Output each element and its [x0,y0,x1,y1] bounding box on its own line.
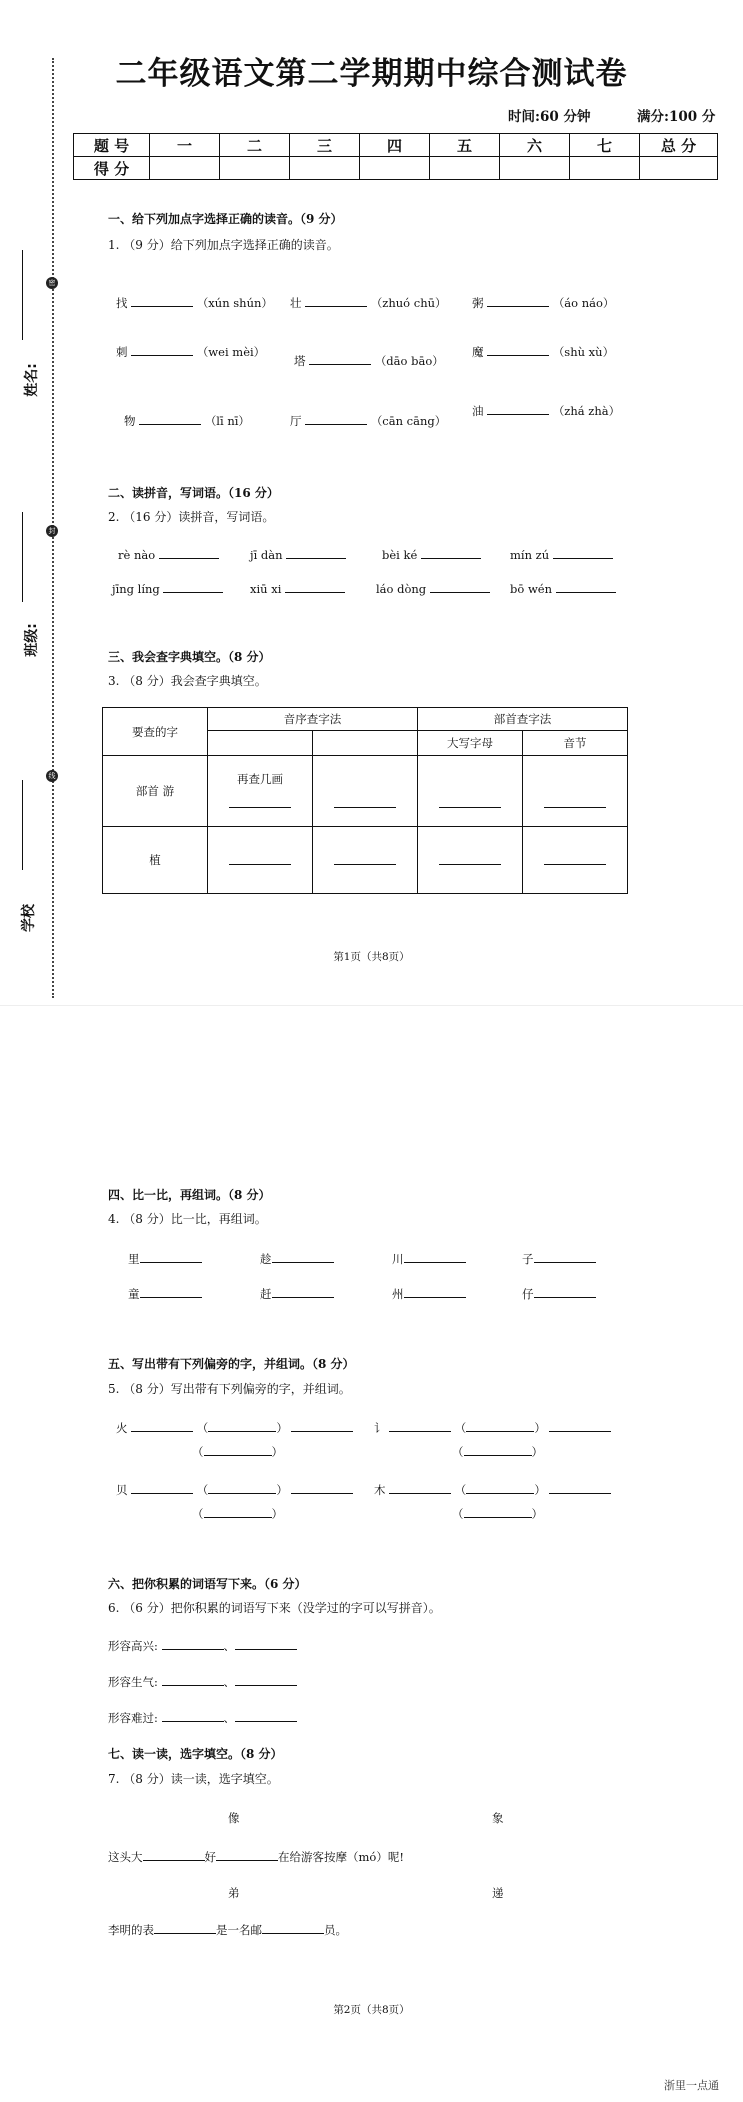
dictionary-table [102,707,628,894]
pinyin-item [116,343,265,360]
answer-blank[interactable] [235,1637,297,1650]
dict-sub-cell [208,731,313,756]
dict-answer-cell[interactable] [208,756,313,827]
compare-char: 里 [128,1252,140,1266]
score-header-cell: 五 [430,134,500,157]
answer-blank[interactable] [143,1848,205,1861]
answer-blank[interactable] [544,852,606,865]
answer-blank[interactable] [549,1481,611,1494]
dict-row-label: 植 [103,827,208,894]
word-label: 形容难过: [108,1711,158,1725]
word-label: 形容高兴: [108,1639,158,1653]
answer-blank[interactable] [556,580,616,593]
answer-blank[interactable] [140,1285,202,1298]
radical-row: 讠 （ ） [374,1419,611,1436]
compare-item [260,1250,334,1267]
answer-blank[interactable] [131,294,193,307]
dict-note: 再查几画 [237,772,283,786]
score-header-cell: 六 [500,134,570,157]
radical-char: 贝 [116,1483,128,1497]
sentence-part: 员。 [324,1923,347,1937]
answer-blank[interactable] [286,546,346,559]
question-5: 5. （8 分）写出带有下列偏旁的字，并组词。 [108,1382,351,1396]
item-char: 粥 [472,296,484,310]
pinyin-text: bèi ké [382,548,418,562]
score-header-cell: 三 [290,134,360,157]
pinyin-item [472,343,614,360]
score-header-cell: 一 [150,134,220,157]
compare-item [522,1250,596,1267]
answer-blank[interactable] [204,1443,272,1456]
question-1: 1. （9 分）给下列加点字选择正确的读音。 [108,238,339,252]
dict-answer-cell[interactable] [418,827,523,894]
class-line[interactable] [22,512,23,602]
sentence-part: 李明的表 [108,1923,154,1937]
item-options: （xún shún） [196,296,273,310]
pinyin-text: rè nào [118,548,156,562]
answer-blank[interactable] [235,1709,297,1722]
item-options: （zhá zhà） [552,404,621,418]
name-label: 姓名: [23,363,40,397]
school-label: 学校 [21,904,37,932]
score-header-cell: 题 号 [74,134,150,157]
answer-blank[interactable] [421,546,481,559]
answer-blank[interactable] [229,852,291,865]
radical-row-extra: （ ） [452,1507,543,1521]
word-row: 形容高兴: 、 [108,1637,297,1654]
score-cell[interactable] [570,157,640,180]
answer-blank[interactable] [553,546,613,559]
answer-blank[interactable] [404,1285,466,1298]
score-cell[interactable] [150,157,220,180]
score-header-cell: 七 [570,134,640,157]
radical-char: 木 [374,1483,386,1497]
dict-col-header: 要查的字 [103,708,208,756]
sentence-part: 在给游客按摩（mó）呢! [278,1850,404,1864]
pinyin-word [118,546,219,562]
name-line[interactable] [22,250,23,340]
pinyin-word [112,580,223,596]
answer-blank[interactable] [334,795,396,808]
sentence-part: 是一名邮 [216,1923,262,1937]
answer-blank[interactable] [216,1848,278,1861]
answer-blank[interactable] [162,1709,224,1722]
page-separator [0,1005,743,1006]
choice-char: 像 [228,1811,240,1825]
score-row-label: 得 分 [74,157,150,180]
choice-char: 递 [492,1886,504,1900]
compare-char: 赶 [260,1287,272,1301]
dict-group-header: 部首查字法 [418,708,628,731]
page-2 [0,1015,743,2102]
compare-item [260,1285,334,1302]
full-score-label: 满分:100 分 [637,109,716,125]
item-options: （wei mèi） [196,345,266,359]
pinyin-item [294,352,444,369]
answer-blank[interactable] [439,795,501,808]
word-row: 形容难过: 、 [108,1709,297,1726]
fold-dot-3: 线 [46,770,58,782]
choice-char: 弟 [228,1886,240,1900]
radical-row: 火 （ ） [116,1419,353,1436]
answer-blank[interactable] [208,1481,276,1494]
pinyin-text: mín zú [510,548,550,562]
pinyin-item [290,412,446,429]
dict-answer-cell[interactable] [523,827,628,894]
dict-answer-cell[interactable] [523,756,628,827]
pinyin-word [382,546,481,562]
answer-blank[interactable] [131,1419,193,1432]
answer-blank[interactable] [549,1419,611,1432]
answer-blank[interactable] [154,1921,216,1934]
score-cell[interactable] [500,157,570,180]
item-char: 塔 [294,354,306,368]
answer-blank[interactable] [309,352,371,365]
item-options: （lī nī） [204,414,250,428]
compare-item [128,1285,202,1302]
answer-blank[interactable] [272,1250,334,1263]
item-options: （dāo bāo） [374,354,444,368]
answer-blank[interactable] [404,1250,466,1263]
word-row: 形容生气: 、 [108,1673,297,1690]
answer-blank[interactable] [389,1419,451,1432]
answer-blank[interactable] [285,580,345,593]
pinyin-word [376,580,490,596]
sentence-part: 好 [204,1850,216,1864]
section-1-heading: 一、给下列加点字选择正确的读音。（9 分） [108,212,343,226]
item-options: （shù xù） [552,345,615,359]
answer-blank[interactable] [291,1481,353,1494]
radical-char: 火 [116,1421,128,1435]
answer-blank[interactable] [464,1505,532,1518]
compare-char: 子 [522,1252,534,1266]
pinyin-text: jīng líng [112,582,160,596]
score-cell[interactable] [360,157,430,180]
pinyin-text: jī dàn [250,548,283,562]
answer-blank[interactable] [291,1419,353,1432]
dict-group-header: 音序查字法 [208,708,418,731]
pinyin-word [510,546,613,562]
answer-blank[interactable] [163,580,223,593]
page-number-2: 第2页（共8页） [333,2004,410,2016]
pinyin-item [472,402,620,419]
radical-row: 贝 （ ） [116,1481,353,1498]
answer-blank[interactable] [430,580,490,593]
answer-blank[interactable] [305,294,367,307]
answer-blank[interactable] [487,402,549,415]
score-cell[interactable] [290,157,360,180]
compare-char: 童 [128,1287,140,1301]
score-header-row [74,134,718,157]
answer-blank[interactable] [487,294,549,307]
pinyin-text: láo dòng [376,582,427,596]
page-1 [0,0,743,1005]
section-2-heading: 二、读拼音，写词语。（16 分） [108,486,279,500]
question-3: 3. （8 分）我会查字典填空。 [108,674,267,688]
compare-char: 仔 [522,1287,534,1301]
school-line[interactable] [22,780,23,870]
item-options: （zhuó chū） [370,296,447,310]
section-6-heading: 六、把你积累的词语写下来。（6 分） [108,1577,307,1591]
dict-answer-cell[interactable] [313,827,418,894]
score-header-cell: 四 [360,134,430,157]
pinyin-item [290,294,447,311]
word-label: 形容生气: [108,1675,158,1689]
dict-answer-cell[interactable] [208,827,313,894]
score-value-row [74,157,718,180]
pinyin-item [124,412,250,429]
dict-answer-cell[interactable] [313,756,418,827]
answer-blank[interactable] [464,1443,532,1456]
radical-row-extra: （ ） [192,1507,283,1521]
radical-row-extra: （ ） [192,1445,283,1459]
item-options: （cān cāng） [370,414,447,428]
time-label: 时间:60 分钟 [508,109,591,125]
answer-blank[interactable] [534,1250,596,1263]
answer-blank[interactable] [334,852,396,865]
watermark-text: 浙里一点通 [664,2079,719,2092]
exam-title: 二年级语文第二学期期中综合测试卷 [115,56,628,92]
score-cell[interactable] [430,157,500,180]
choice-char: 象 [492,1811,504,1825]
pinyin-word [510,580,616,596]
score-cell[interactable] [640,157,718,180]
compare-item [128,1250,202,1267]
compare-char: 州 [392,1287,404,1301]
pinyin-item [472,294,614,311]
answer-blank[interactable] [389,1481,451,1494]
score-header-cell: 二 [220,134,290,157]
section-3-heading: 三、我会查字典填空。（8 分） [108,650,271,664]
item-char: 壮 [290,296,302,310]
dict-answer-cell[interactable] [418,756,523,827]
compare-item [392,1285,466,1302]
item-char: 物 [124,414,136,428]
answer-blank[interactable] [544,795,606,808]
pinyin-text: bō wén [510,582,552,596]
fold-dot-1: 密 [46,277,58,289]
compare-char: 川 [392,1252,404,1266]
dict-sub-header: 大写字母 [418,731,523,756]
answer-blank[interactable] [466,1419,534,1432]
question-6: 6. （6 分）把你积累的词语写下来（没学过的字可以写拼音）。 [108,1601,441,1615]
answer-blank[interactable] [262,1921,324,1934]
page-number-1: 第1页（共8页） [333,951,410,963]
score-table [73,133,718,180]
answer-blank[interactable] [140,1250,202,1263]
answer-blank[interactable] [487,343,549,356]
dict-row-label: 部首 游 [103,756,208,827]
answer-blank[interactable] [162,1637,224,1650]
section-7-heading: 七、读一读，选字填空。（8 分） [108,1747,283,1761]
answer-blank[interactable] [131,343,193,356]
pinyin-word [250,546,346,562]
answer-blank[interactable] [131,1481,193,1494]
answer-blank[interactable] [534,1285,596,1298]
class-label: 班级: [23,623,40,657]
item-char: 魔 [472,345,484,359]
item-options: （áo náo） [552,296,615,310]
pinyin-text: xiū xi [250,582,282,596]
item-char: 油 [472,404,484,418]
compare-item [392,1250,466,1267]
question-4: 4. （8 分）比一比，再组词。 [108,1212,267,1226]
answer-blank[interactable] [139,412,201,425]
item-char: 厅 [290,414,302,428]
answer-blank[interactable] [204,1505,272,1518]
answer-blank[interactable] [272,1285,334,1298]
answer-blank[interactable] [229,795,291,808]
sentence-part: 这头大 [108,1850,143,1864]
answer-blank[interactable] [305,412,367,425]
radical-row: 木 （ ） [374,1481,611,1498]
radical-row-extra: （ ） [452,1445,543,1459]
fill-sentence-2 [108,1921,347,1938]
answer-blank[interactable] [235,1673,297,1686]
compare-item [522,1285,596,1302]
answer-blank[interactable] [466,1481,534,1494]
question-2: 2. （16 分）读拼音，写词语。 [108,510,275,524]
fold-dot-2: 封 [46,525,58,537]
score-cell[interactable] [220,157,290,180]
section-5-heading: 五、写出带有下列偏旁的字，并组词。（8 分） [108,1357,355,1371]
answer-blank[interactable] [162,1673,224,1686]
answer-blank[interactable] [159,546,219,559]
answer-blank[interactable] [439,852,501,865]
dict-sub-header: 音节 [523,731,628,756]
pinyin-item [116,294,273,311]
pinyin-word [250,580,345,596]
radical-char: 讠 [374,1421,386,1435]
item-char: 刺 [116,345,128,359]
answer-blank[interactable] [208,1419,276,1432]
item-char: 找 [116,296,128,310]
question-7: 7. （8 分）读一读，选字填空。 [108,1772,279,1786]
fill-sentence-1 [108,1848,404,1865]
compare-char: 趁 [260,1252,272,1266]
score-header-cell: 总 分 [640,134,718,157]
section-4-heading: 四、比一比，再组词。（8 分） [108,1188,271,1202]
dict-sub-cell [313,731,418,756]
